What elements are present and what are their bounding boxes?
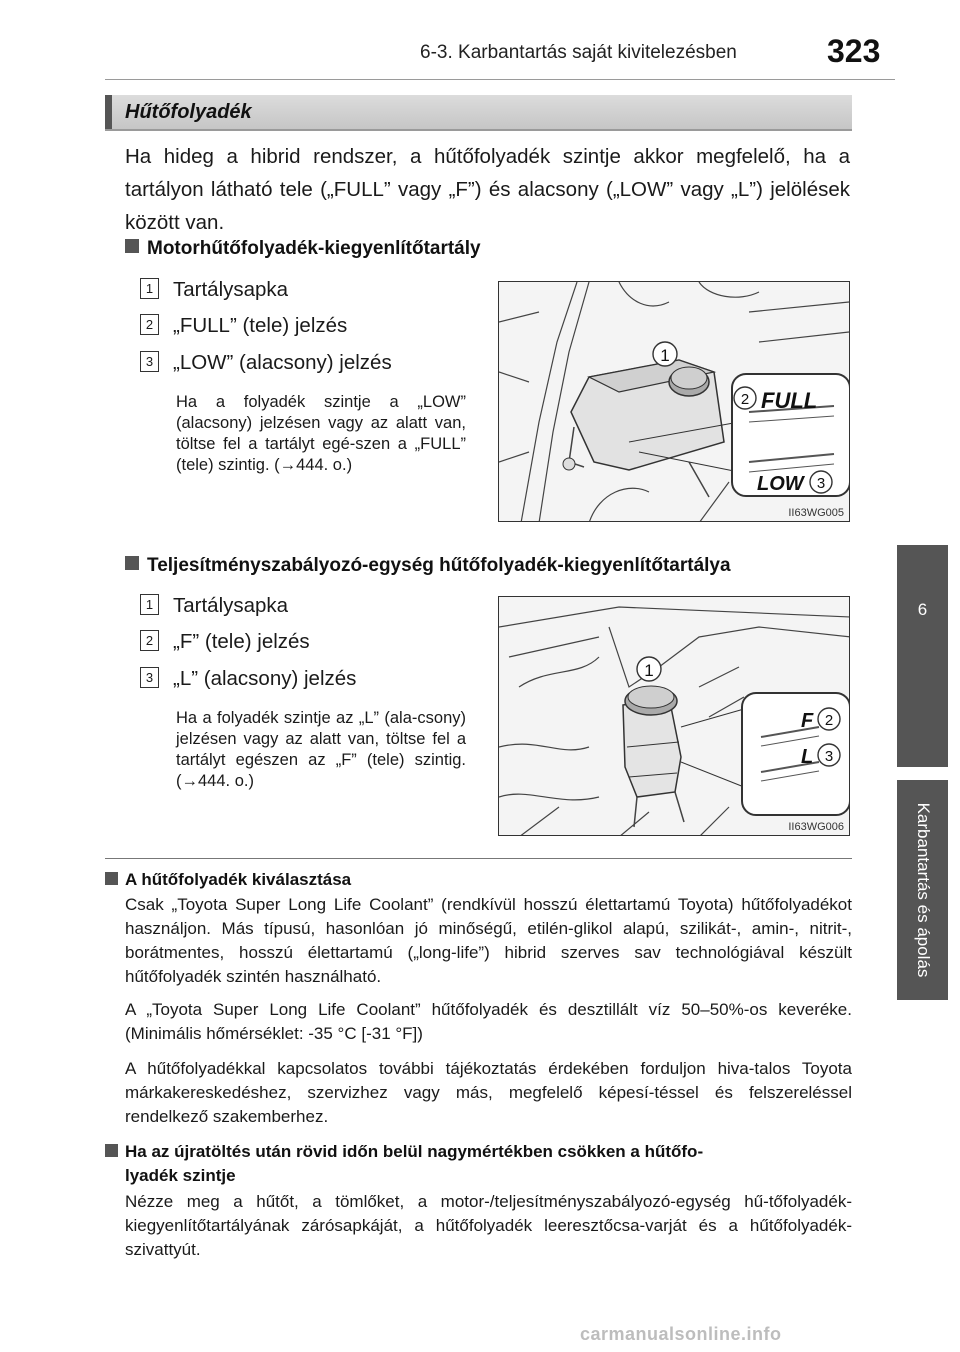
subsection-heading-text: Motorhűtőfolyadék-kiegyenlítőtartály	[147, 238, 481, 259]
legend-item	[140, 314, 347, 338]
legend-item-label: „F” (tele) jelzés	[173, 630, 310, 653]
square-bullet-icon	[105, 872, 118, 885]
legend-item-label: „LOW” (alacsony) jelzés	[173, 351, 392, 374]
note-heading-level-drop	[105, 1140, 850, 1188]
legend-item	[140, 667, 356, 691]
chapter-title: 6-3. Karbantartás saját kivitelezésben	[420, 42, 737, 63]
note-paragraph: A hűtőfolyadékkal kapcsolatos további tájékoztatás érdekében forduljon hiva-talos Toyota márkakereskedéshez, szervizhez vagy más, megfelelő képesí-téssel és felszereléssel rendelkező szakemberhez.	[125, 1059, 852, 1126]
chapter-tab	[897, 545, 948, 767]
figure-full-marking: FULL	[761, 388, 818, 413]
figure-callout-3: 3	[816, 475, 826, 492]
figure-callout-1: 1	[644, 661, 654, 680]
legend-item-label: Tartálysapka	[173, 594, 289, 617]
legend-item-label: „FULL” (tele) jelzés	[173, 314, 348, 337]
figure-callout-3: 3	[824, 748, 834, 765]
note-heading-text: lyadék szintje	[125, 1166, 236, 1185]
chapter-tab-label-text: Karbantartás és ápolás	[913, 802, 933, 978]
section-accent	[105, 95, 112, 129]
square-bullet-icon	[125, 556, 139, 570]
header-divider	[105, 79, 895, 80]
legend-item	[140, 630, 310, 654]
legend-item	[140, 351, 392, 375]
figure-low-marking: LOW	[757, 473, 804, 495]
section-title-bar	[105, 95, 852, 131]
refill-note: Ha a folyadék szintje az „L” (ala-csony) jelzésen vagy az alatt van, töltse fel a tartályt egészen az „F” (tele) szintig. (→444. o.)	[176, 709, 466, 790]
note-paragraph: A „Toyota Super Long Life Coolant” hűtőfolyadék és desztillált víz 50–50%-os keveréke. (Minimális hőmérséklet: -35 °C [-31 °F])	[125, 1000, 852, 1043]
note-paragraph: Csak „Toyota Super Long Life Coolant” (rendkívül hosszú élettartamú Toyota) hűtőfolyadékot használjon. Más típusú, hasonlóan jó minőségű, etilén-glikol alapú, szilikát-, amin-, nitrit-, borátmentes, hosszú élettartamú („long-life”) hibrid szerves sav technológiával készült hűtőfolyadék szintén használható.	[125, 895, 852, 986]
note-paragraph: Nézze meg a hűtőt, a tömlőket, a motor-/teljesítményszabályozó-egység hű-tőfolyadék-kiegyenlítőtartályának zárósapkáját, a hűtőfolyadék leeresztőcsa-varját és a hűtőfolyadék-szivattyút.	[125, 1192, 852, 1259]
subsection-heading-engine	[125, 238, 481, 260]
callout-badge: 3	[140, 667, 159, 688]
subsection-heading-text: Teljesítményszabályozó-egység hűtőfolyadék-kiegyenlítőtartálya	[147, 555, 731, 576]
figure-code: II63WG006	[788, 821, 844, 833]
callout-badge: 2	[140, 630, 159, 651]
square-bullet-icon	[105, 1144, 118, 1157]
legend-item	[140, 594, 288, 618]
page-number: 323	[827, 33, 881, 69]
section-intro: Ha hideg a hibrid rendszer, a hűtőfolyadék szintje akkor megfelelő, ha a tartályon látható tele („FULL” vagy „F”) és alacsony („LOW” vagy „L”) jelölések között van.	[125, 145, 850, 234]
figure-l-marking: L	[801, 746, 814, 768]
engine-reservoir-illustration	[499, 282, 850, 522]
callout-badge: 1	[140, 594, 159, 615]
legend-item	[140, 278, 288, 302]
subsection-heading-pcu	[125, 555, 731, 577]
legend-item-label: Tartálysapka	[173, 278, 289, 301]
callout-badge: 2	[140, 314, 159, 335]
figure-f-marking: F	[801, 710, 814, 732]
square-bullet-icon	[125, 239, 139, 253]
note-heading-coolant-selection	[105, 868, 850, 892]
refill-note: Ha a folyadék szintje a „LOW” (alacsony) jelzésen vagy az alatt van, töltse fel a tartályt egé-szen a „FULL” (tele) szintig. (→444. o.)	[176, 393, 466, 474]
callout-badge: 3	[140, 351, 159, 372]
notes-divider	[105, 858, 852, 859]
figure-code: II63WG005	[788, 507, 844, 519]
chapter-tab-number: 6	[917, 600, 928, 619]
figure-callout-2: 2	[740, 391, 750, 408]
callout-badge: 1	[140, 278, 159, 299]
section-title: Hűtőfolyadék	[125, 101, 252, 123]
note-heading-text: A hűtőfolyadék kiválasztása	[125, 870, 352, 889]
figure-callout-1: 1	[660, 346, 670, 365]
watermark: carmanualsonline.info	[580, 1324, 782, 1344]
figure-callout-2: 2	[824, 712, 834, 729]
pcu-reservoir-illustration	[499, 597, 850, 836]
pcu-reservoir-figure	[498, 596, 850, 836]
chapter-tab-label	[897, 780, 948, 1000]
note-heading-text: Ha az újratöltés után rövid időn belül nagymértékben csökken a hűtőfo-	[125, 1142, 704, 1161]
engine-reservoir-figure	[498, 281, 850, 522]
legend-item-label: „L” (alacsony) jelzés	[173, 667, 357, 690]
